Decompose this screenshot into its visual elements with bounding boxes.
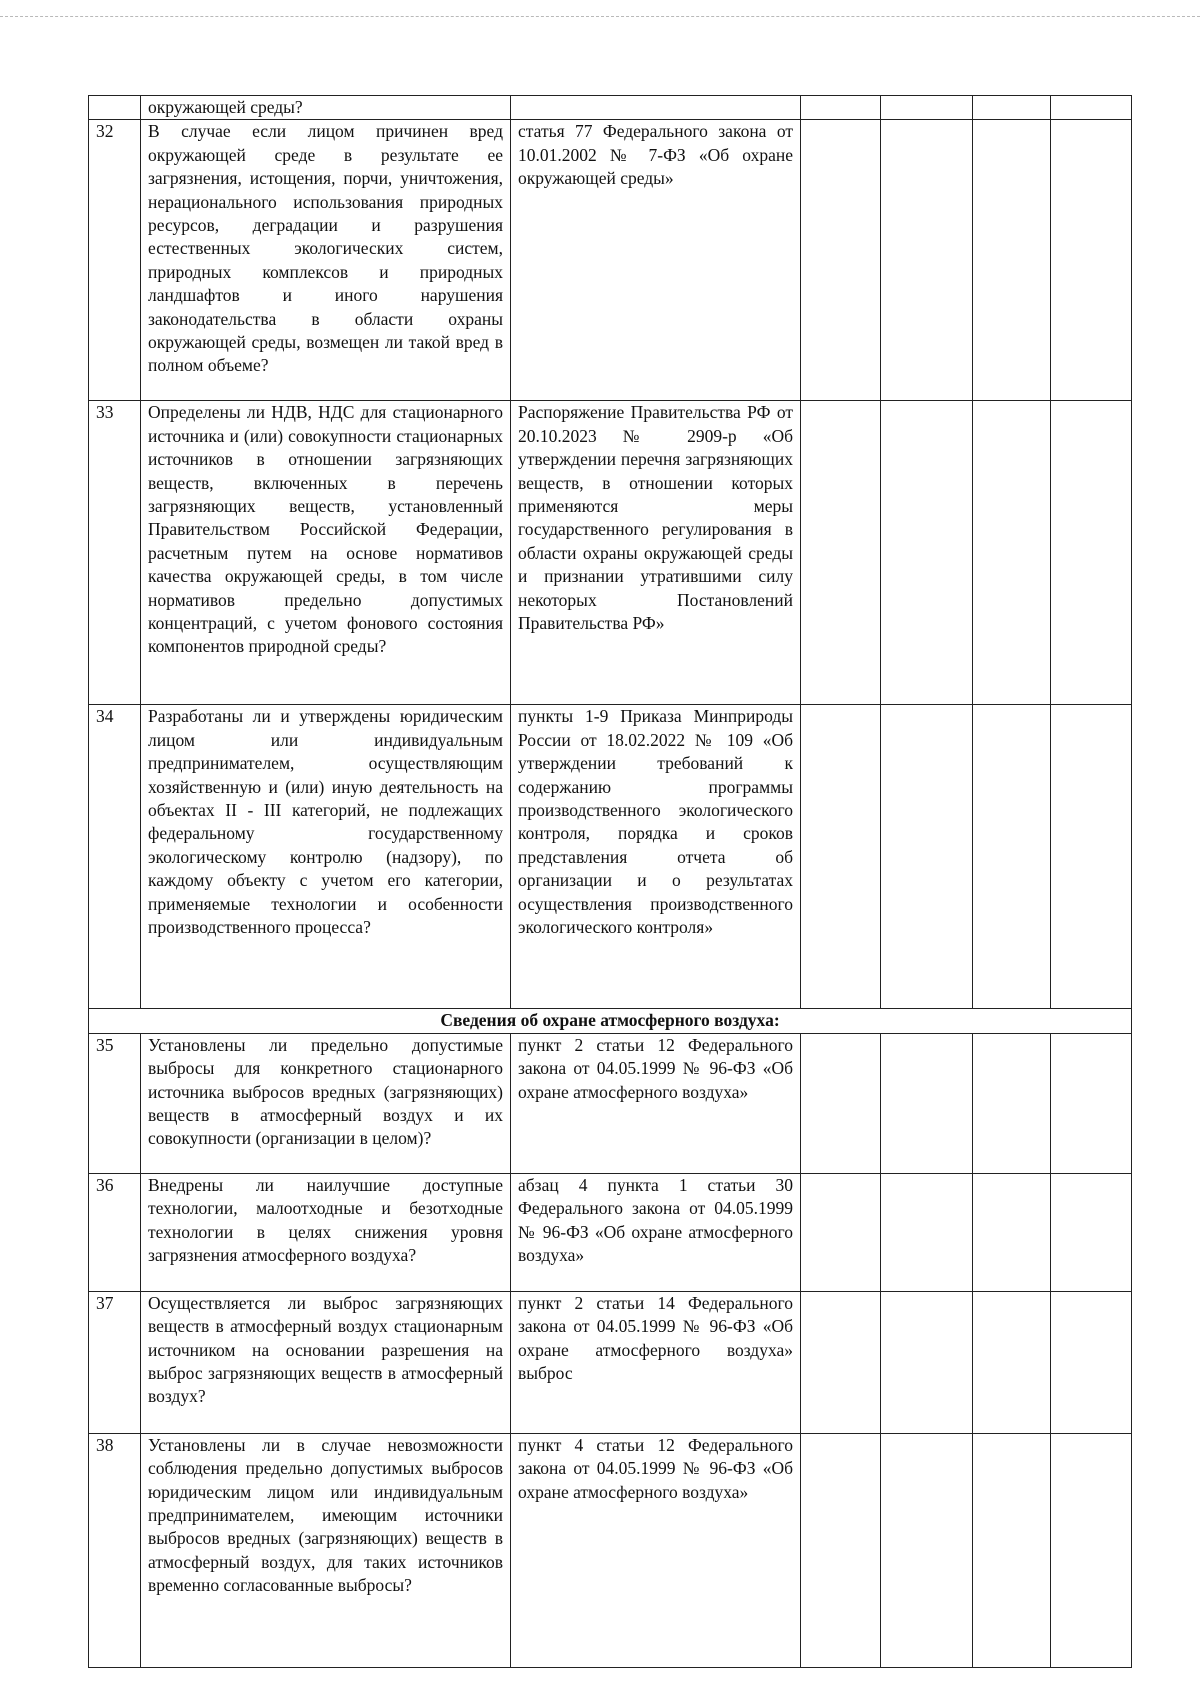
empty-cell [801,120,881,401]
table-row [89,1033,1132,1173]
question-cell: Внедрены ли наилучшие доступные технологии, малоотходные и безотходные технологии в целях снижения уровня загрязнения атмосферного воздуха? [141,1173,511,1291]
empty-cell [1051,705,1132,1009]
scan-edge-line [0,16,1200,17]
checklist-table [88,95,1132,1668]
row-number: 36 [89,1173,141,1291]
empty-cell [881,705,973,1009]
empty-cell [973,120,1051,401]
empty-cell [973,96,1051,120]
question-cell: В случае если лицом причинен вред окружающей среде в результате ее загрязнения, истощения, порчи, уничтожения, нерационального использования природных ресурсов, деградации и разрушения естественных экологических систем, природных комплексов и природных ландшафтов и иного нарушения законодательства в области охраны окружающей среды, возмещен ли такой вред в полном объеме? [141,120,511,401]
table-row [89,401,1132,705]
empty-cell [1051,120,1132,401]
empty-cell [801,1433,881,1667]
empty-cell [1051,1433,1132,1667]
empty-cell [973,1033,1051,1173]
row-number: 34 [89,705,141,1009]
empty-cell [881,1033,973,1173]
reference-cell: пункт 2 статьи 12 Федерального закона от 04.05.1999 № 96-ФЗ «Об охране атмосферного воздуха» [511,1033,801,1173]
empty-cell [881,96,973,120]
table-row [89,1433,1132,1667]
empty-cell [881,1291,973,1433]
table-row [89,120,1132,401]
section-title: Сведения об охране атмосферного воздуха: [89,1009,1132,1033]
question-cell: окружающей среды? [141,96,511,120]
table-row [89,705,1132,1009]
empty-cell [1051,401,1132,705]
empty-cell [881,1433,973,1667]
empty-cell [881,120,973,401]
reference-cell: пункт 4 статьи 12 Федерального закона от 04.05.1999 № 96-ФЗ «Об охране атмосферного воздуха» [511,1433,801,1667]
row-number: 33 [89,401,141,705]
row-number: 38 [89,1433,141,1667]
reference-cell: пункты 1-9 Приказа Минприроды России от 18.02.2022 № 109 «Об утверждении требований к содержанию программы производственного экологического контроля, порядка и сроков представления отчета об организации и о результатах осуществления производственного экологического контроля» [511,705,801,1009]
empty-cell [1051,96,1132,120]
empty-cell [801,1173,881,1291]
empty-cell [973,401,1051,705]
reference-cell: статья 77 Федерального закона от 10.01.2002 № 7-ФЗ «Об охране окружающей среды» [511,120,801,401]
table-row [89,1291,1132,1433]
empty-cell [801,401,881,705]
empty-cell [801,1033,881,1173]
reference-cell [511,96,801,120]
table-row [89,96,1132,120]
empty-cell [1051,1173,1132,1291]
section-row [89,1009,1132,1033]
question-cell: Установлены ли в случае невозможности соблюдения предельно допустимых выбросов юридическим лицом или индивидуальным предпринимателем, имеющим источники выбросов вредных (загрязняющих) веществ в атмосферный воздух, для таких источников временно согласованные выбросы? [141,1433,511,1667]
empty-cell [1051,1291,1132,1433]
empty-cell [973,705,1051,1009]
question-cell: Определены ли НДВ, НДС для стационарного источника и (или) совокупности стационарных источников в отношении загрязняющих веществ, включенных в перечень загрязняющих веществ, установленный Правительством Российской Федерации, расчетным путем на основе нормативов качества окружающей среды, в том числе нормативов предельно допустимых концентраций, с учетом фонового состояния компонентов природной среды? [141,401,511,705]
empty-cell [973,1433,1051,1667]
question-cell: Осуществляется ли выброс загрязняющих веществ в атмосферный воздух стационарным источником на основании разрешения на выброс загрязняющих веществ в атмосферный воздух? [141,1291,511,1433]
empty-cell [801,96,881,120]
row-number [89,96,141,120]
empty-cell [801,705,881,1009]
row-number: 32 [89,120,141,401]
empty-cell [1051,1033,1132,1173]
empty-cell [881,1173,973,1291]
table-row [89,1173,1132,1291]
question-cell: Установлены ли предельно допустимые выбросы для конкретного стационарного источника выбросов вредных (загрязняющих) веществ в атмосферный воздух и их совокупности (организации в целом)? [141,1033,511,1173]
reference-cell: Распоряжение Правительства РФ от 20.10.2023 № 2909-р «Об утверждении перечня загрязняющих веществ, в отношении которых применяются меры государственного регулирования в области охраны окружающей среды и признании утратившими силу некоторых Постановлений Правительства РФ» [511,401,801,705]
row-number: 37 [89,1291,141,1433]
empty-cell [801,1291,881,1433]
row-number: 35 [89,1033,141,1173]
empty-cell [973,1173,1051,1291]
reference-cell: пункт 2 статьи 14 Федерального закона от 04.05.1999 № 96-ФЗ «Об охране атмосферного воздуха» выброс [511,1291,801,1433]
reference-cell: абзац 4 пункта 1 статьи 30 Федерального закона от 04.05.1999 № 96-ФЗ «Об охране атмосферного воздуха» [511,1173,801,1291]
question-cell: Разработаны ли и утверждены юридическим лицом или индивидуальным предпринимателем, осуществляющим хозяйственную и (или) иную деятельность на объектах II - III категорий, не подлежащих федеральному государственному экологическому контролю (надзору), по каждому объекту с учетом его категории, применяемые технологии и особенности производственного процесса? [141,705,511,1009]
empty-cell [973,1291,1051,1433]
empty-cell [881,401,973,705]
